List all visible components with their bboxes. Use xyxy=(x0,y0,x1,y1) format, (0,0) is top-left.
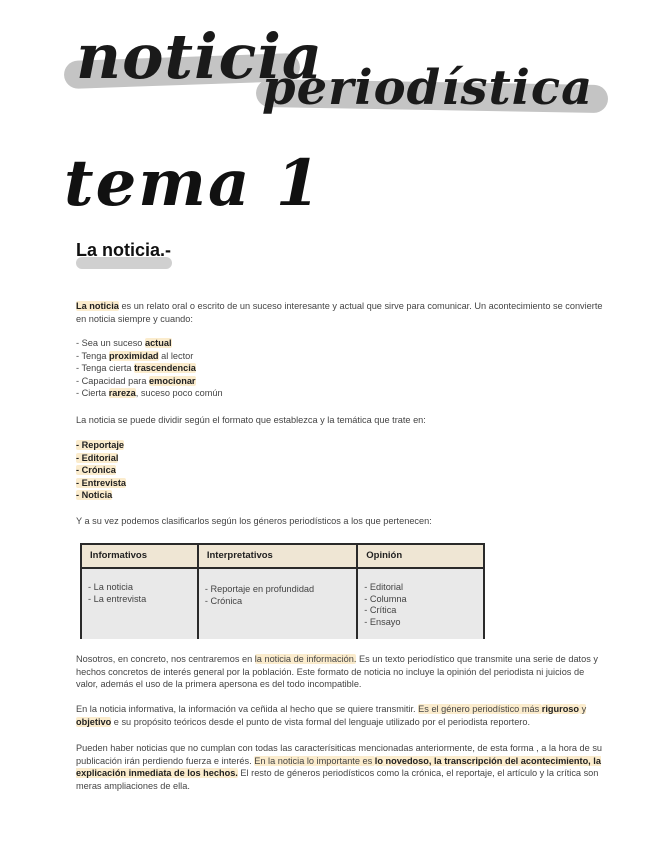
section-heading-text: La noticia.- xyxy=(76,240,172,260)
table-column-interpretativos xyxy=(197,545,356,637)
table-header: Informativos xyxy=(82,545,197,569)
list-item: - Reportaje xyxy=(76,440,124,450)
table-column-opinion xyxy=(356,545,483,637)
section-heading xyxy=(76,240,171,261)
genres-table xyxy=(80,543,485,639)
paragraph-3: Pueden haber noticias que no cumplan con todas las caracterísiticas mencionadas anteriormente, de esta forma , a la hora de su publicación irán perdiendo fuerza e interés. En la noticia lo importante es lo novedoso, la transcripción del acontecimiento, la explicación inmediata de los hechos. El resto de géneros periodísticos como la crónica, el reportaje, el artículo y la crítica son meras ampliaciones de ella. xyxy=(76,743,603,791)
table-column-informativos xyxy=(82,545,197,637)
list-item: - Sea un suceso actual xyxy=(76,338,172,348)
list-item: - Noticia xyxy=(76,490,113,501)
list-item: - Tenga cierta trascendencia xyxy=(76,363,196,374)
paragraph-1: Nosotros, en concreto, nos centraremos en la noticia de información. Es un texto periodístico que transmite una serie de datos y hechos concretos de interés general por la población. Este formato de noticia no incluye la opinión del periodista ni juicios de valor, además el uso de la primera apersona es del todo incompatible. xyxy=(76,654,598,689)
list-item: - Crónica xyxy=(76,465,116,476)
intro-term: La noticia xyxy=(76,301,119,311)
title-line-2: periodística xyxy=(262,60,594,116)
list-item: - Editorial xyxy=(76,452,119,463)
table-cell: - La noticia - La entrevista xyxy=(82,569,197,639)
decorative-title xyxy=(0,0,656,150)
table-header: Opinión xyxy=(358,545,483,569)
title-line-1: noticia xyxy=(76,20,324,93)
list-item: - Capacidad para emocionar xyxy=(76,375,196,386)
table-cell: - Reportaje en profundidad - Crónica xyxy=(199,569,356,639)
paragraph-2: En la noticia informativa, la información va ceñida al hecho que se quiere transmitir. Es el género periodístico más riguroso y objetivo e su propósito teóricos desde el punto de vista formal del lenguaje utilizado por el periodista reportero. xyxy=(76,704,587,727)
classify-paragraph: Y a su vez podemos clasificarlos según los géneros periodísticos a los que pertenecen: xyxy=(76,516,432,526)
table-cell: - Editorial - Columna - Crítica - Ensayo xyxy=(358,569,483,639)
division-paragraph: La noticia se puede dividir según el formato que establezca y la temática que trate en: xyxy=(76,415,426,425)
list-item: - Entrevista xyxy=(76,477,127,488)
intro-text: es un relato oral o escrito de un suceso interesante y actual que sirve para comunicar. Un acontecimiento se convierte en noticia siempre y cuando: xyxy=(76,301,603,324)
topic-heading: tema 1 xyxy=(64,146,323,221)
list-item: - Tenga proximidad al lector xyxy=(76,350,194,361)
list-item: - Cierta rareza, suceso poco común xyxy=(76,388,223,399)
intro-paragraph xyxy=(76,300,604,325)
conditions-list xyxy=(76,337,223,400)
table-header: Interpretativos xyxy=(199,545,356,569)
formats-list xyxy=(76,439,126,502)
